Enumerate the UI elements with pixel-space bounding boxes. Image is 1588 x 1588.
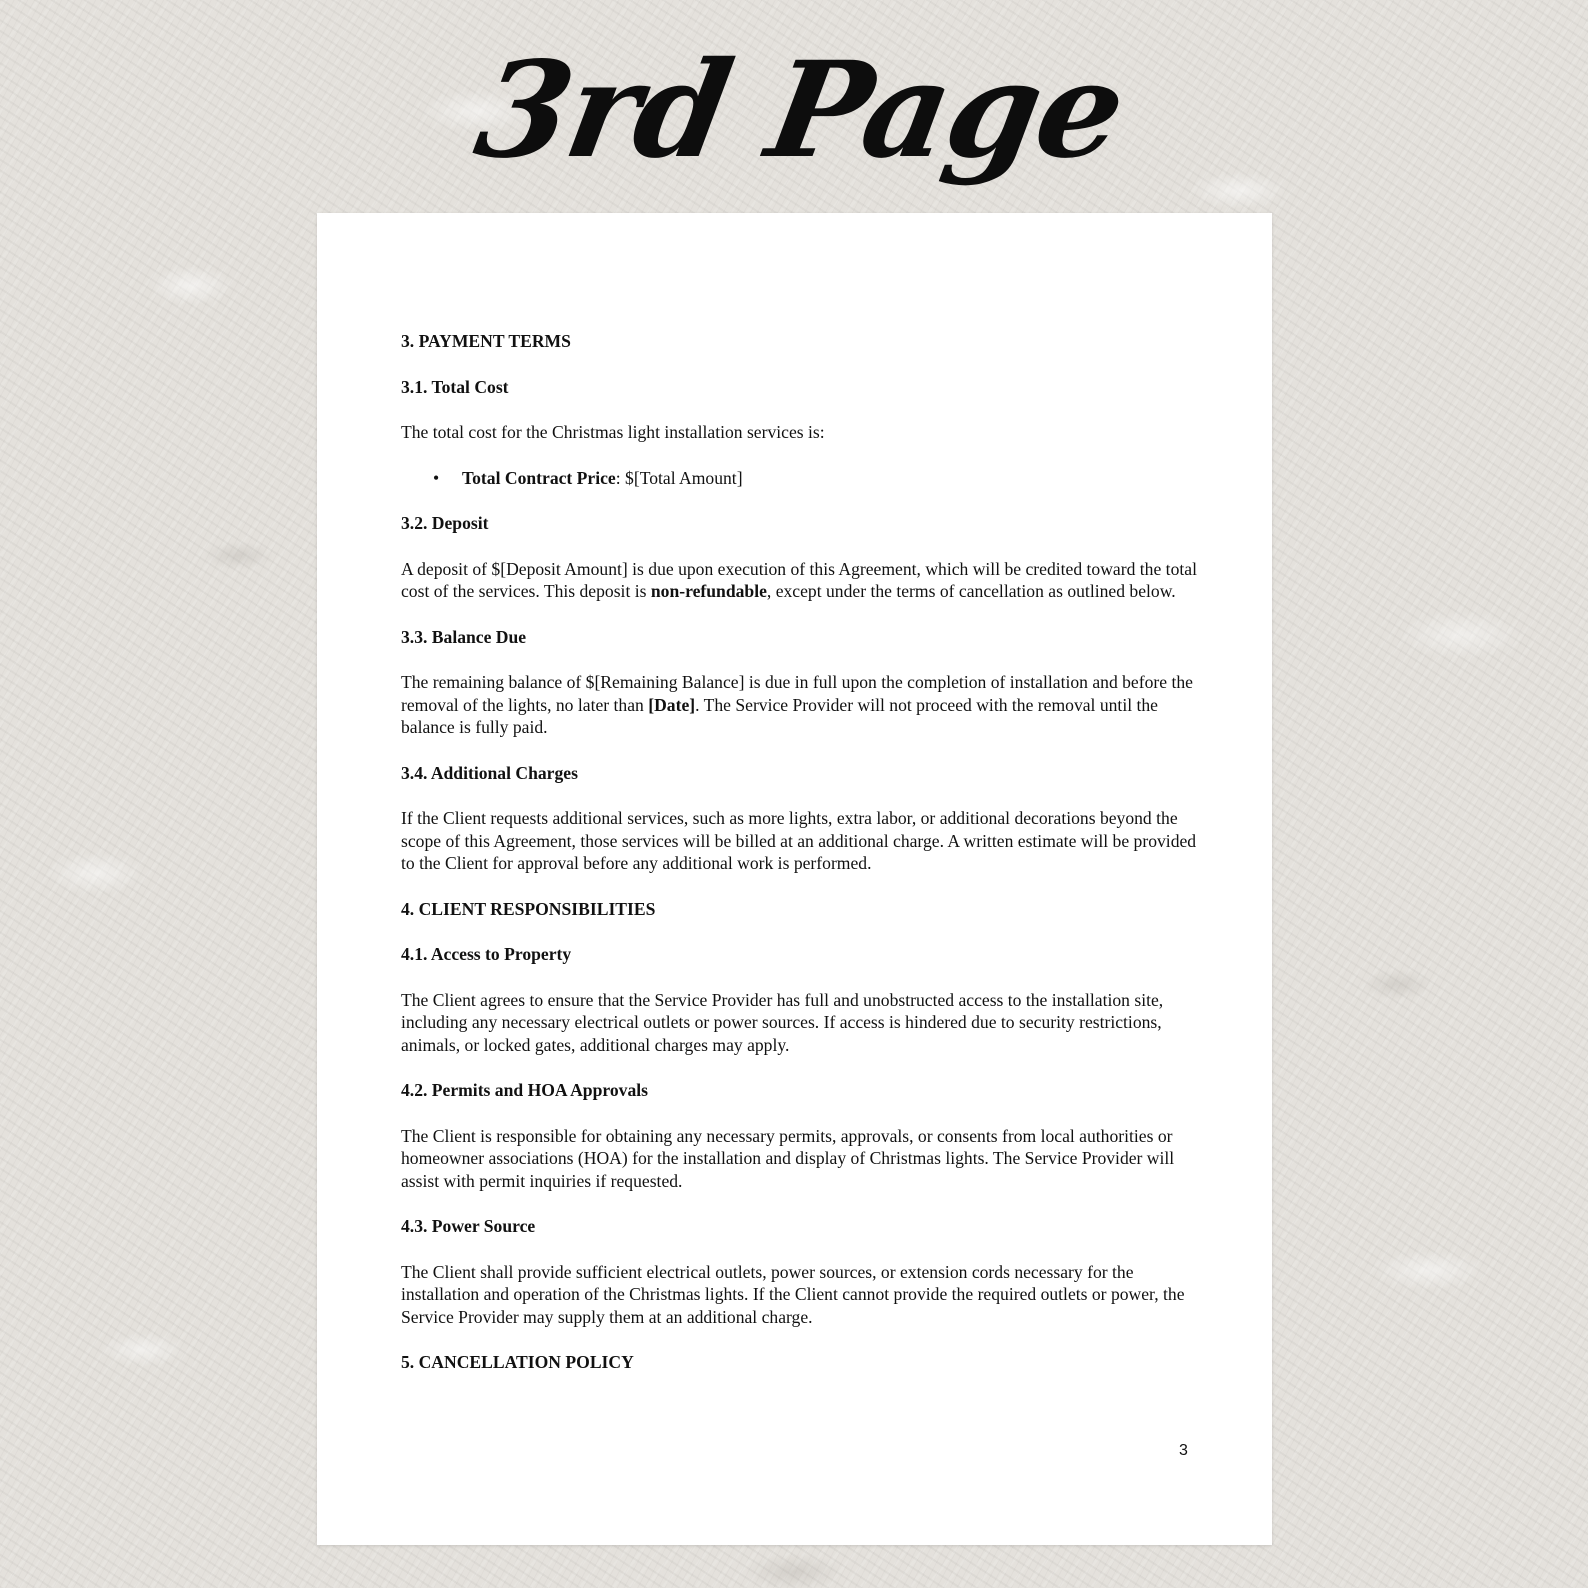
document-body: [401, 330, 1201, 1374]
total-cost-paragraph: The total cost for the Christmas light installation services is:: [401, 422, 825, 442]
power-source-paragraph: The Client shall provide sufficient electrical outlets, power sources, or extension cords necessary for the installation and operation of the Christmas lights. If the Client cannot provide the required outlets or power, the Service Provider may supply them at an additional charge.: [401, 1261, 1185, 1327]
total-contract-price-value: : $[Total Amount]: [615, 467, 743, 488]
subsection-heading-permits-hoa: 4.2. Permits and HOA Approvals: [401, 1080, 648, 1100]
additional-charges-paragraph: If the Client requests additional services, such as more lights, extra labor, or additional decorations beyond the scope of this Agreement, those services will be billed at an additional charge. A written estimate will be provided to the Client for approval before any additional work is performed.: [401, 808, 1197, 873]
total-contract-price-label: Total Contract Price: [462, 467, 616, 488]
date-placeholder: [Date]: [648, 694, 696, 715]
subsection-heading-balance-due: 3.3. Balance Due: [401, 626, 527, 647]
section-heading-cancellation-policy: 5. CANCELLATION POLICY: [401, 1352, 634, 1372]
page-headline: 3rd Page: [465, 32, 1135, 188]
subsection-heading-additional-charges: 3.4. Additional Charges: [401, 762, 578, 783]
permits-hoa-paragraph: The Client is responsible for obtaining any necessary permits, approvals, or consents from local authorities or homeowner associations (HOA) for the installation and display of Christmas lights. The Service Provider will assist with permit inquiries if requested.: [401, 1125, 1175, 1191]
subsection-heading-power-source: 4.3. Power Source: [401, 1216, 536, 1236]
section-heading-client-responsibilities: 4. CLIENT RESPONSIBILITIES: [401, 898, 656, 919]
subsection-heading-total-cost: 3.1. Total Cost: [401, 376, 509, 397]
non-refundable-emphasis: non-refundable: [650, 581, 767, 601]
section-heading-payment-terms: 3. PAYMENT TERMS: [401, 331, 571, 351]
total-contract-price-item: [401, 467, 1201, 490]
access-to-property-paragraph: The Client agrees to ensure that the Service Provider has full and unobstructed access to the installation site, including any necessary electrical outlets or power sources. If access is hindered due to security restrictions, animals, or locked gates, additional charges may apply.: [401, 989, 1164, 1055]
page-number: 3: [1179, 1442, 1188, 1459]
deposit-paragraph: A deposit of $[Deposit Amount] is due upon execution of this Agreement, which will be credited toward the total cost of the services. This deposit is non-refundable, except under the terms of cancellation as outlined below.: [401, 558, 1197, 601]
document-page: [317, 213, 1272, 1545]
bullet-icon: •: [433, 467, 440, 488]
subsection-heading-deposit: 3.2. Deposit: [401, 513, 489, 533]
balance-due-paragraph: The remaining balance of $[Remaining Balance] is due in full upon the completion of installation and before the removal of the lights, no later than [Date]. The Service Provider will not proceed with the removal until the balance is fully paid.: [401, 672, 1193, 737]
subsection-heading-access-to-property: 4.1. Access to Property: [401, 944, 572, 964]
